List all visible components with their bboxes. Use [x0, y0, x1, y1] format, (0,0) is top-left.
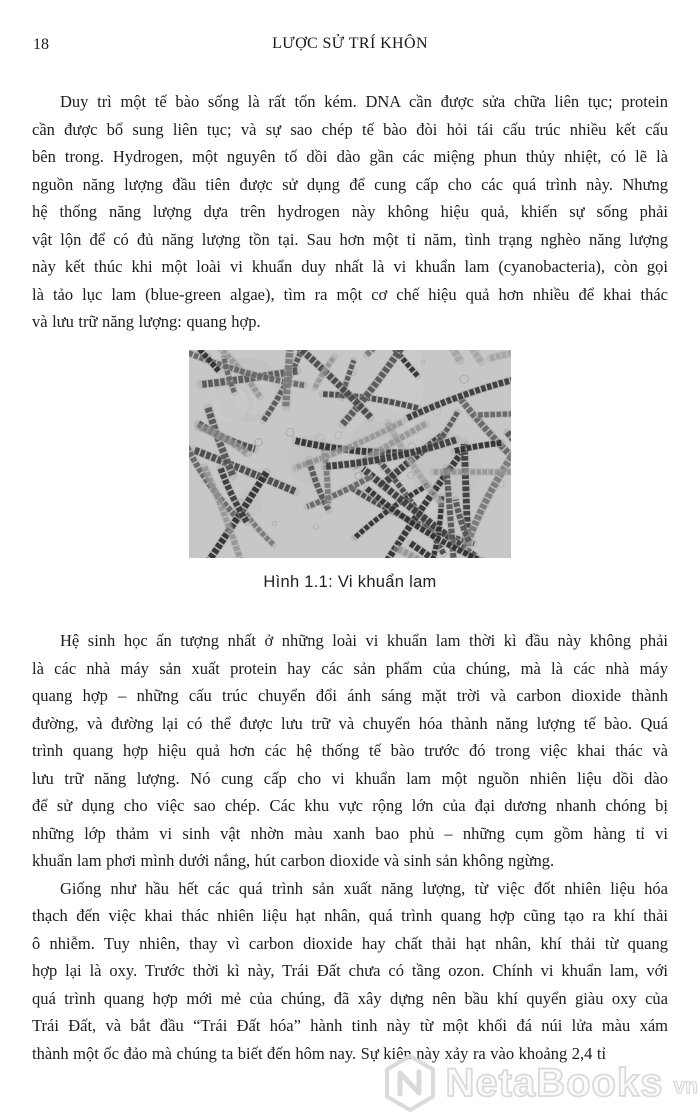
text-line: để sử dụng cho việc sao chép. Các khu vực rộng lớn của đại dương nhanh chóng bị — [32, 796, 668, 815]
paragraph — [32, 875, 668, 1068]
text-line: quang hợp – những cấu trúc chuyển đổi ánh sáng mặt trời và carbon dioxide thành — [32, 686, 668, 705]
text-line: lưu trữ năng lượng. Nó cung cấp cho vi khuẩn lam một nguồn nhiên liệu dồi dào — [32, 768, 668, 788]
text-line: quá trình quang hợp mới mẻ của chúng, đã xây dựng nên bầu khí quyển giàu oxy của — [32, 988, 668, 1008]
text-line: Duy trì một tế bào sống là rất tốn kém. DNA cần được sửa chữa liên tục; protein — [60, 92, 668, 111]
text-line: Trái Đất, và bắt đầu “Trái Đất hóa” hành tinh này từ một khối đá núi lửa màu xám — [32, 1016, 668, 1035]
text-line: những lớp thảm vi sinh vật nhờn màu xanh bao phủ – những cụm gồm hàng tỉ vi — [32, 823, 668, 843]
page-number: 18 — [33, 36, 49, 53]
text-line: Giống như hầu hết các quá trình sản xuất năng lượng, từ việc đốt nhiên liệu hóa — [60, 878, 668, 898]
text-line: đường, và đường lại có thể được lưu trữ và chuyển hóa thành năng lượng tế bào. Quá — [32, 713, 668, 733]
netabooks-watermark — [383, 1053, 698, 1113]
text-line: cần được bổ sung liên tục; và sự sao chép tế bào đòi hỏi tái cấu trúc nhiều kết cấu — [32, 119, 668, 139]
text-line: trình quang hợp hiệu quả hơn các hệ thống tế bào trước đó trong việc khai thác và — [32, 741, 668, 760]
watermark-text: NetaBooks — [445, 1061, 664, 1105]
text-line: và lưu trữ năng lượng: quang hợp. — [32, 312, 261, 331]
figure-caption: Hình 1.1: Vi khuẩn lam — [263, 573, 437, 591]
paragraph-block-2 — [32, 627, 668, 1067]
watermark-suffix: vn — [673, 1074, 698, 1098]
text-line: vật lộn để có đủ năng lượng tồn tại. Sau hơn một tỉ năm, tình trạng nghèo năng lượng — [32, 229, 668, 249]
paragraph — [32, 627, 668, 875]
paragraph-block-1 — [32, 88, 668, 336]
text-line: là các nhà máy sản xuất protein hay các sản phẩm của chúng, mà là các nhà máy — [32, 658, 668, 678]
text-line: thành một ốc đảo mà chúng ta biết đến hôm nay. Sự kiện này xảy ra vào khoảng 2,4 tỉ — [32, 1043, 607, 1063]
text-line: này kết thúc khi một loài vi khuẩn duy nhất là vi khuẩn lam (cyanobacteria), còn gọi — [32, 257, 668, 276]
paragraph — [32, 88, 668, 336]
running-title: LƯỢC SỬ TRÍ KHÔN — [272, 35, 428, 52]
netabooks-logo-icon — [383, 1053, 437, 1113]
text-line: khuẩn lam phơi mình dưới nắng, hút carbon dioxide và sinh sản không ngừng. — [32, 851, 555, 870]
text-line: hệ thống năng lượng dựa trên hydrogen này không hiệu quả, khiến sự sống phải — [32, 202, 668, 221]
text-line: thạch đến việc khai thác nhiên liệu hạt nhân, quá trình quang hợp cũng tạo ra khí thải — [32, 906, 668, 925]
text-line: hợp lại là oxy. Trước thời kì này, Trái Đất chưa có tầng ozon. Chính vi khuẩn lam, với — [32, 961, 668, 980]
text-line: Hệ sinh học ấn tượng nhất ở những loài vi khuẩn lam thời kì đầu này không phải — [60, 631, 668, 650]
text-line: là tảo lục lam (blue-green algae), tìm ra một cơ chế hiệu quả hơn nhiều để khai thác — [32, 284, 668, 304]
micrograph-drawing — [189, 350, 511, 558]
text-line: ô nhiễm. Tuy nhiên, thay vì carbon dioxide hay chất thải hạt nhân, khí thải từ quang — [32, 933, 668, 953]
text-line: nguồn năng lượng đầu tiên được sử dụng để cung cấp cho các quá trình này. Nhưng — [32, 174, 668, 194]
text-line: bên trong. Hydrogen, một nguyên tố dồi dào gần các miệng phun thủy nhiệt, có lẽ là — [32, 147, 668, 166]
cyanobacteria-micrograph — [189, 350, 511, 558]
